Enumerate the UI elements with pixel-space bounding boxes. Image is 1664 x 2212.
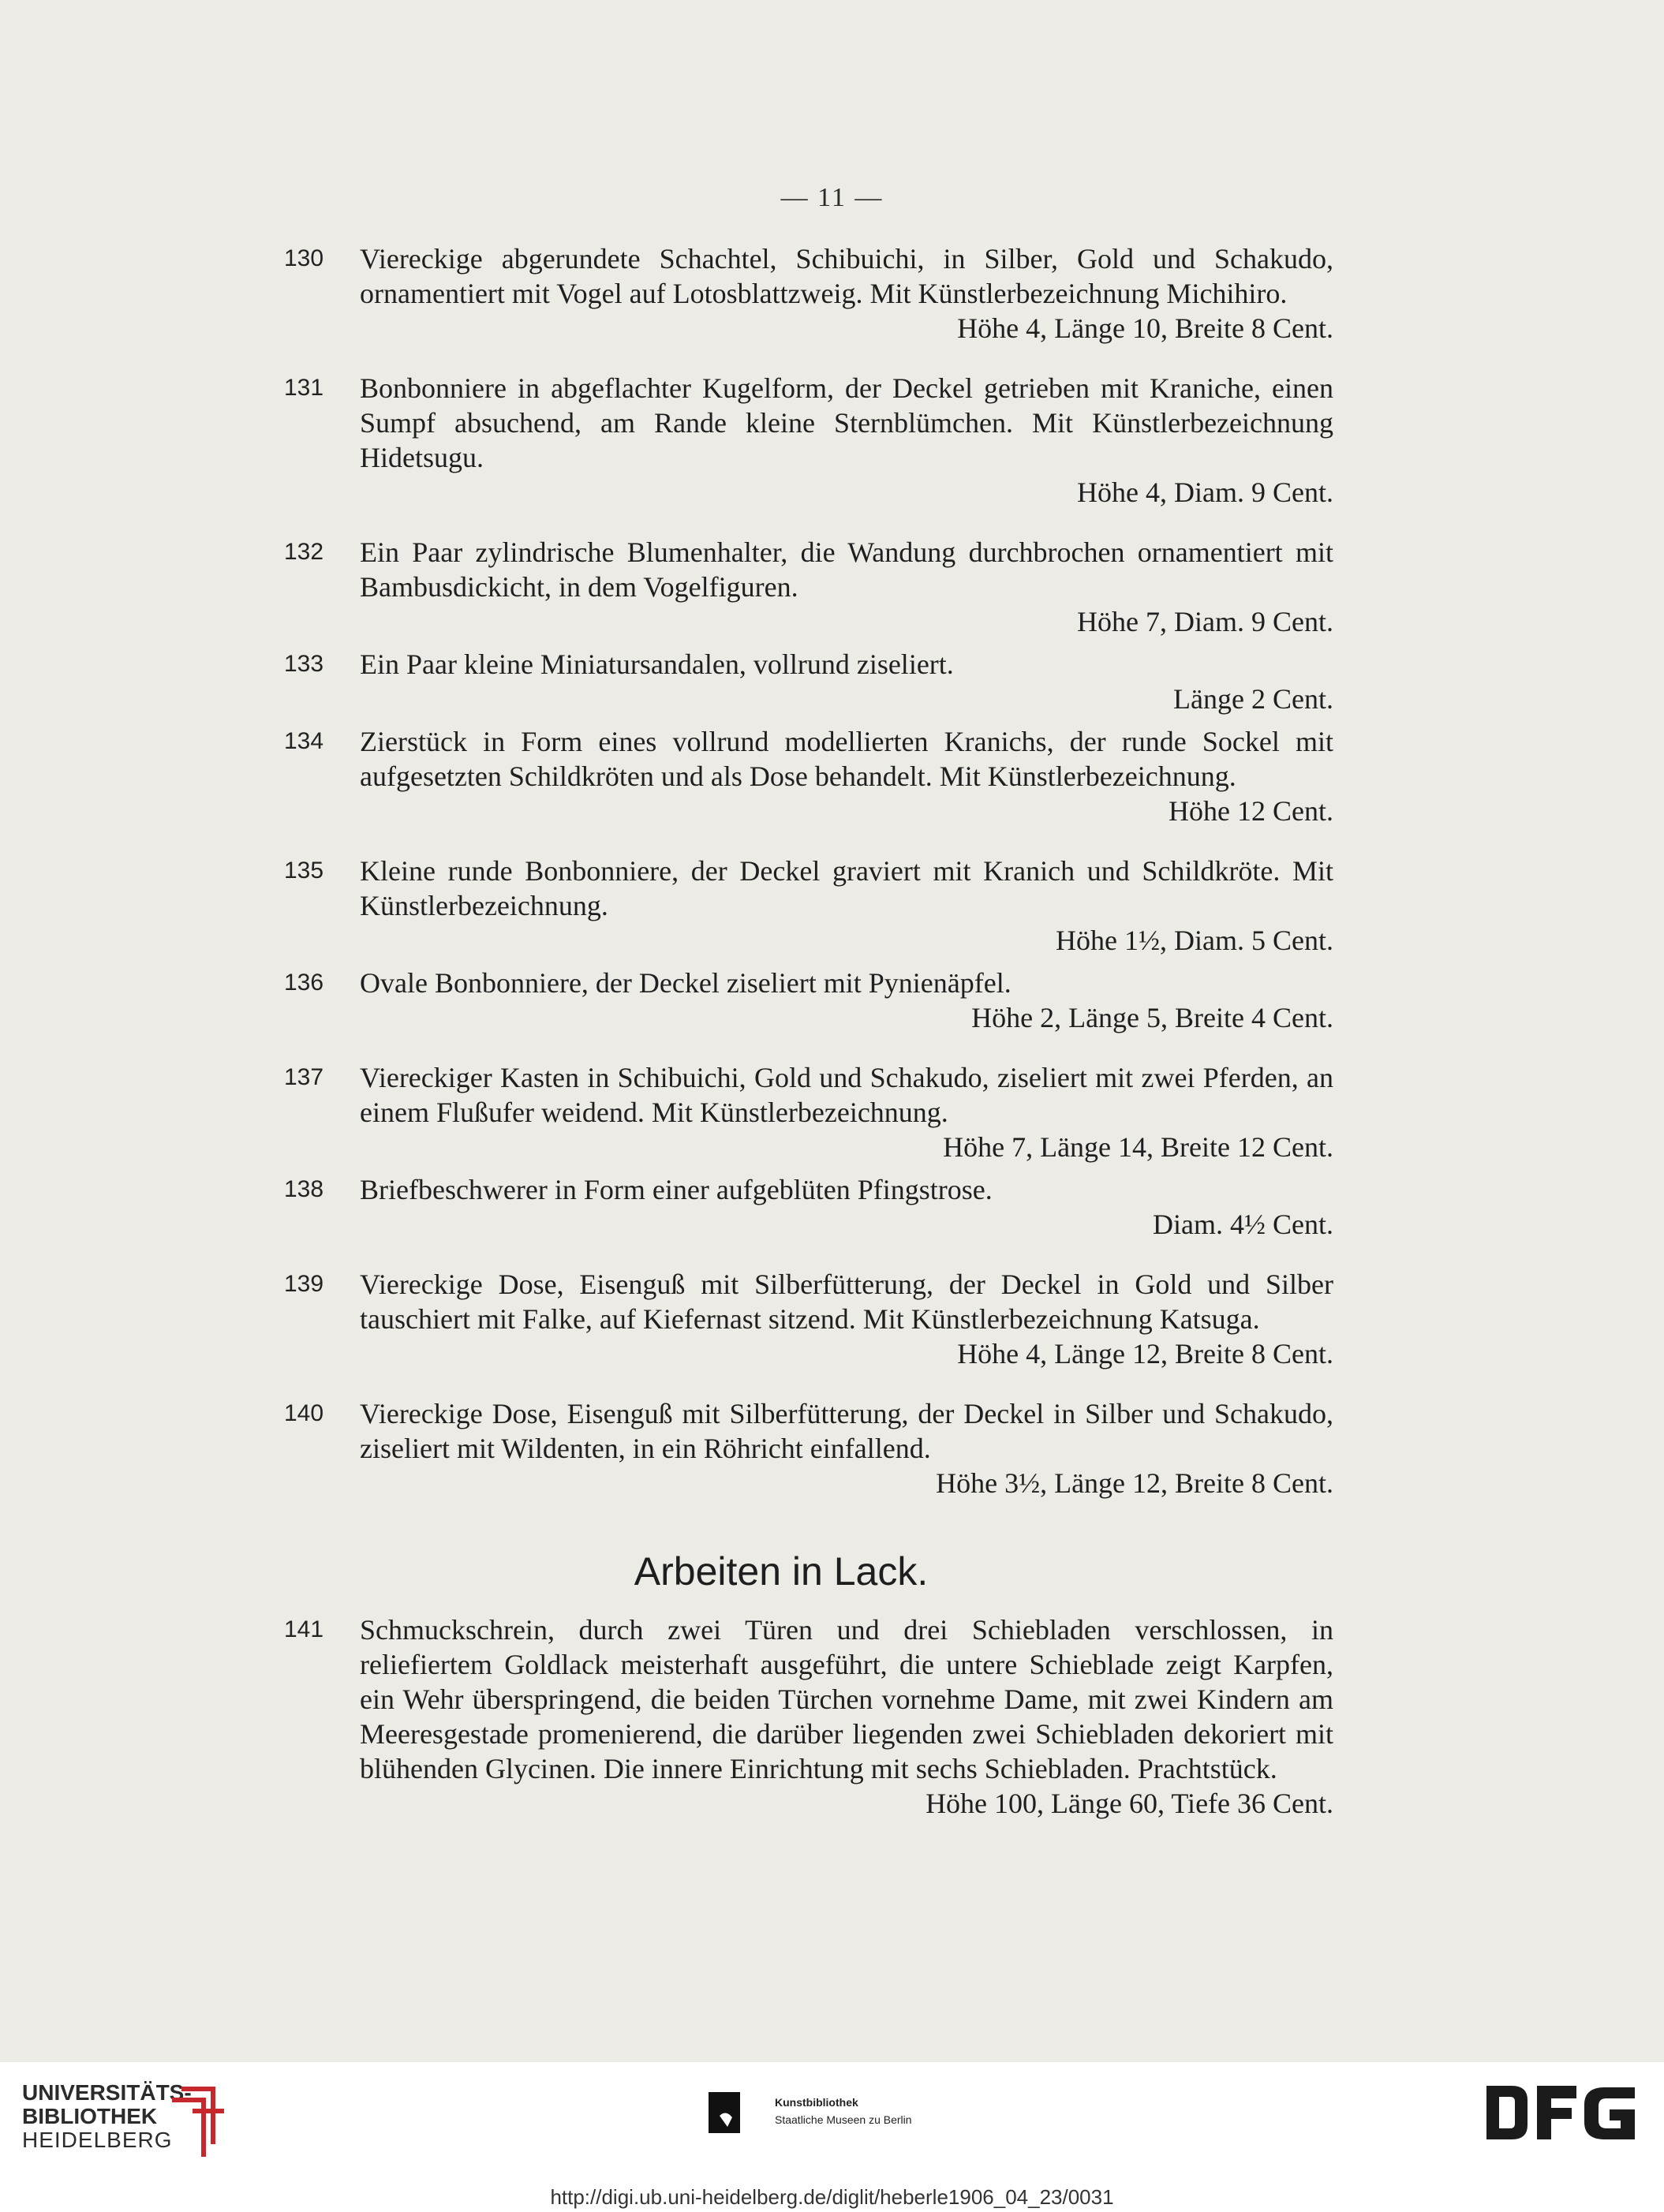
entry-number: 132 [284,539,324,565]
catalog-entry-132 [284,535,1333,639]
kunstbibliothek-logo[interactable] [775,2094,912,2128]
catalog-entry-141 [284,1612,1333,1821]
entry-number: 136 [284,970,324,996]
library-name-line3: HEIDELBERG [22,2128,173,2152]
entry-measurements: Höhe 1½, Diam. 5 Cent. [1056,925,1333,956]
catalog-entry-134 [284,724,1333,828]
catalog-entry-130 [284,241,1333,346]
entry-description: Viereckiger Kasten in Schibuichi, Gold und Schakudo, ziseliert mit zwei Pferden, an einem Flußufer weidend. Mit Künstlerbezeichnung. [360,1062,1333,1128]
entry-number: 137 [284,1064,324,1090]
entry-number: 140 [284,1400,324,1426]
catalog-page [284,241,1333,1821]
entry-number: 135 [284,858,324,884]
entry-measurements: Höhe 2, Länge 5, Breite 4 Cent. [971,1002,1333,1033]
entry-measurements: Höhe 7, Länge 14, Breite 12 Cent. [943,1131,1333,1163]
entry-measurements: Höhe 4, Länge 12, Breite 8 Cent. [957,1338,1333,1369]
entry-number: 141 [284,1616,324,1642]
entry-measurements: Höhe 3½, Länge 12, Breite 8 Cent. [936,1467,1333,1499]
entry-measurements: Höhe 4, Diam. 9 Cent. [1077,476,1333,508]
entry-number: 130 [284,245,324,271]
entry-number: 133 [284,651,324,677]
entry-description: Bonbonniere in abgeflachter Kugelform, der Deckel getrieben mit Kraniche, einen Sumpf absuchend, am Rande kleine Sternblümchen. Mit Künstlerbezeichnung Hidetsugu. [360,372,1333,473]
entry-measurements: Diam. 4½ Cent. [1153,1209,1333,1240]
entry-measurements: Höhe 12 Cent. [1169,795,1333,827]
entry-description: Kleine runde Bonbonniere, der Deckel graviert mit Kranich und Schildkröte. Mit Künstlerbezeichnung. [360,855,1333,921]
kunstbibliothek-name: Kunstbibliothek [775,2096,858,2109]
library-name-line1: UNIVERSITÄTS- [22,2080,192,2105]
section-heading: Arbeiten in Lack. [634,1549,929,1594]
entry-measurements: Höhe 7, Diam. 9 Cent. [1077,606,1333,637]
page-number: — 11 — [780,183,884,212]
entry-number: 131 [284,375,324,401]
entry-description: Viereckige abgerundete Schachtel, Schibuichi, in Silber, Gold und Schakudo, ornamentiert mit Vogel auf Lotosblattzweig. Mit Künstlerbezeichnung Michihiro. [360,243,1333,309]
kunstbibliothek-institution: Staatliche Museen zu Berlin [775,2113,912,2126]
catalog-entry-136 [284,966,1333,1035]
digitization-footer [0,2062,1664,2212]
entry-number: 139 [284,1271,324,1297]
entry-description: Briefbeschwerer in Form einer aufgeblüten Pfingstrose. [360,1174,993,1205]
library-name-line2: BIBLIOTHEK [22,2104,158,2128]
entry-description: Viereckige Dose, Eisenguß mit Silberfütterung, der Deckel in Silber und Schakudo, ziseliert mit Wildenten, in ein Röhricht einfallend. [360,1398,1333,1464]
catalog-entry-139 [284,1267,1333,1371]
catalog-entry-137 [284,1060,1333,1164]
entry-description: Viereckige Dose, Eisenguß mit Silberfütterung, der Deckel in Gold und Silber tauschiert mit Falke, auf Kiefernast sitzend. Mit Künstlerbezeichnung Katsuga. [360,1269,1333,1335]
entry-description: Ein Paar kleine Miniatursandalen, vollrund ziseliert. [360,648,954,680]
entry-measurements: Höhe 4, Länge 10, Breite 8 Cent. [957,312,1333,344]
entry-description: Schmuckschrein, durch zwei Türen und drei Schiebladen verschlossen, in reliefiertem Goldlack meisterhaft ausgeführt, die untere Schieblade zeigt Karpfen, ein Wehr überspringend, die beiden Türchen vornehme Dame, mit zwei Kindern am Meeresgestade promenierend, die darüber liegenden zwei Schiebladen dekoriert mit blühenden Glycinen. Die innere Einrichtung mit sechs Schiebladen. Prachtstück. [360,1614,1333,1784]
source-url-link[interactable]: http://digi.ub.uni-heidelberg.de/diglit/heberle1906_04_23/0031 [550,2185,1114,2209]
catalog-entry-133 [284,647,1333,716]
catalog-entry-138 [284,1172,1333,1242]
catalog-entry-135 [284,854,1333,958]
entry-description: Zierstück in Form eines vollrund modellierten Kranichs, der runde Sockel mit aufgesetzten Schildkröten und als Dose behandelt. Mit Künstlerbezeichnung. [360,726,1333,792]
ub-heidelberg-mark-icon [166,2081,237,2168]
entry-measurements: Länge 2 Cent. [1173,683,1333,715]
entry-description: Ovale Bonbonniere, der Deckel ziseliert mit Pynienäpfel. [360,967,1011,999]
entry-description: Ein Paar zylindrische Blumenhalter, die Wandung durchbrochen ornamentiert mit Bambusdickicht, in dem Vogelfiguren. [360,536,1333,603]
catalog-entry-140 [284,1396,1333,1500]
entry-number: 138 [284,1176,324,1202]
dfg-logo[interactable] [1482,2081,1640,2144]
entry-number: 134 [284,728,324,754]
kunstbibliothek-mark-icon [709,2092,740,2133]
entry-measurements: Höhe 100, Länge 60, Tiefe 36 Cent. [925,1788,1333,1819]
catalog-entry-131 [284,371,1333,510]
